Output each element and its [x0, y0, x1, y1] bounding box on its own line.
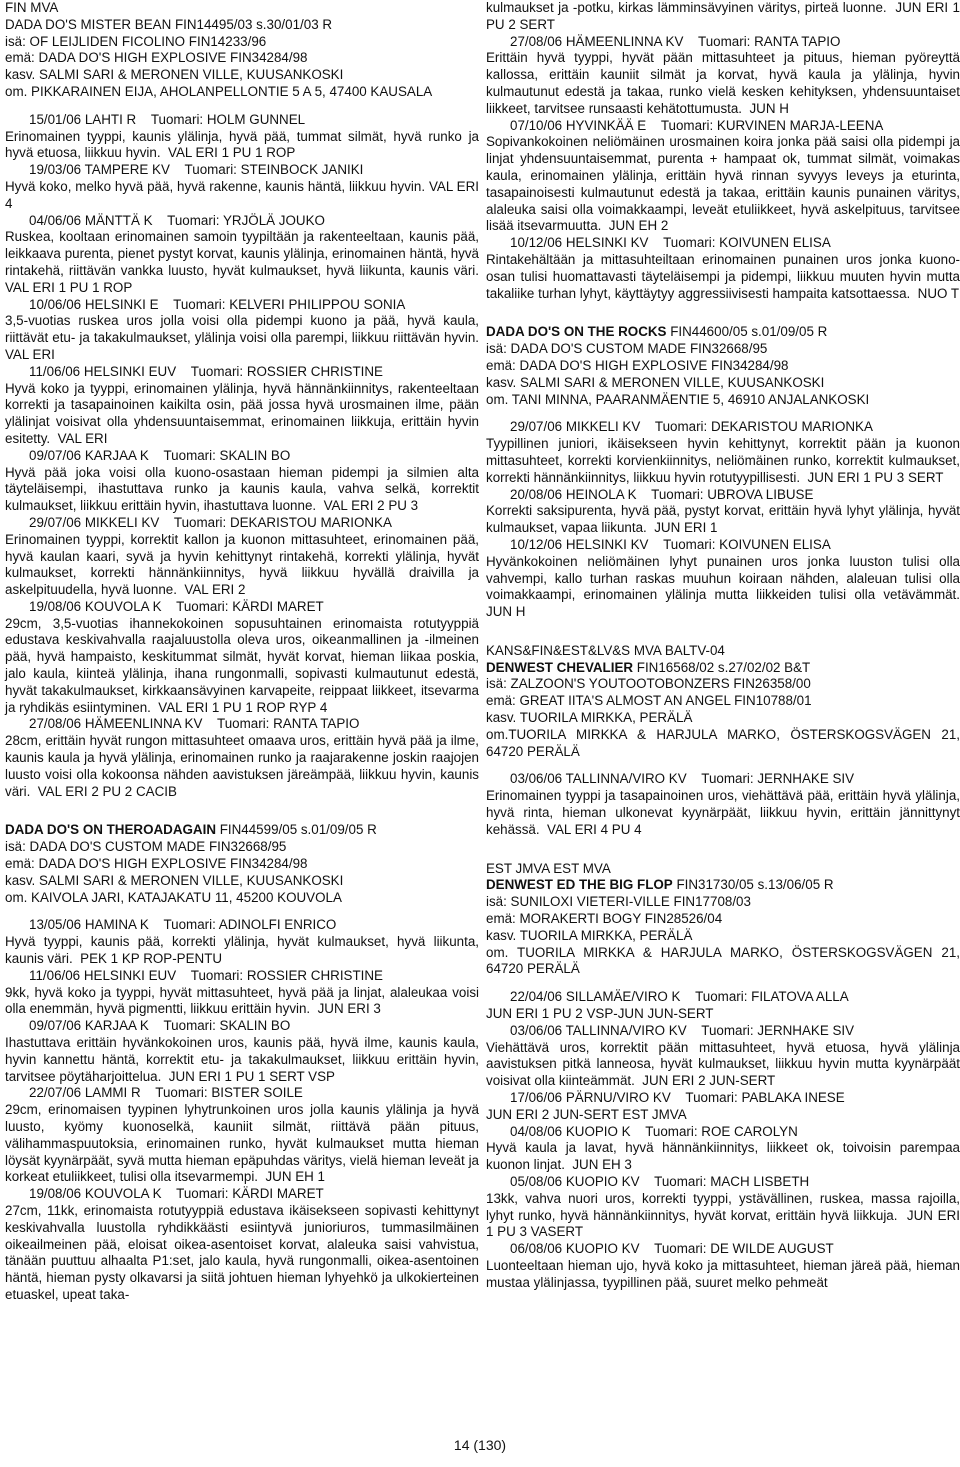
- show-result-heading: 09/07/06 KARJAA K Tuomari: SKALIN BO: [29, 447, 291, 463]
- text-line: Erinomainen tyyppi, kaunis ylälinja, hyvä pää, tummat silmät, hyvä runko ja hyvä etuosa, liikkuu hyvin. VAL ERI 1 PU 1 ROP: [5, 128, 483, 161]
- text-line: Hyvä tyyppi, kaunis pää, korrekti ylälinja, hyvät kulmaukset, hyvä liikunta, kaunis väri. PEK 1 KP ROP-PENTU: [5, 934, 483, 967]
- text-line: kasv. SALMI SARI & MERONEN VILLE, KUUSANKOSKI: [5, 872, 344, 888]
- show-result-heading: 10/12/06 HELSINKI KV Tuomari: KOIVUNEN ELISA: [510, 235, 831, 251]
- text-line: kasv. TUORILA MIRKKA, PERÄLÄ: [486, 927, 693, 943]
- text-line: om.TUORILA MIRKKA & HARJULA MARKO, ÖSTERSKOGSVÄGEN 21, 64720 PERÄLÄ: [486, 726, 960, 759]
- text-line: Erittäin hyvä tyyppi, hyvät pään mittasuhteet ja pituus, hieman pyöreyttä kallossa, erittäin kauniit silmät ja korvat, hyvä kaula ja ylälinja, hyvin kulmautunut edestä ja takaa, runko vielä kesken kehityksen, yhdensuuntaiset liikkeet, tarvitsee runsaasti kehätottumusta. JUN H: [486, 50, 960, 116]
- show-result-heading: 22/07/06 LAMMI R Tuomari: BISTER SOILE: [29, 1085, 303, 1101]
- spacer: [486, 760, 960, 771]
- text-line: isä: DADA DO'S CUSTOM MADE FIN32668/95: [486, 341, 768, 357]
- show-result-heading: 27/08/06 HÄMEENLINNA KV Tuomari: RANTA TAPIO: [510, 33, 841, 49]
- show-result-heading: 03/06/06 TALLINNA/VIRO KV Tuomari: JERNHAKE SIV: [510, 771, 855, 787]
- dog-name-heading: [486, 877, 960, 894]
- dog-name: DENWEST CHEVALIER: [486, 659, 634, 675]
- show-result-heading: 20/08/06 HEINOLA K Tuomari: UBROVA LIBUSE: [510, 486, 814, 502]
- show-result-heading: 22/04/06 SILLAMÄE/VIRO K Tuomari: FILATOVA ALLA: [510, 989, 849, 1005]
- spacer: [486, 978, 960, 989]
- show-result-heading: 10/12/06 HELSINKI KV Tuomari: KOIVUNEN ELISA: [510, 536, 831, 552]
- show-result-heading: 29/07/06 MIKKELI KV Tuomari: DEKARISTOU MARIONKA: [510, 419, 873, 435]
- spacer: [486, 839, 960, 861]
- show-result-heading: 19/08/06 KOUVOLA K Tuomari: KÄRDI MARET: [29, 598, 324, 614]
- page-number: 14 (130): [453, 1437, 507, 1453]
- registration-info: FIN44599/05 s.01/09/05 R: [216, 822, 377, 838]
- show-result-heading: 15/01/06 LAHTI R Tuomari: HOLM GUNNEL: [29, 111, 306, 127]
- text-line: kasv. SALMI SARI & MERONEN VILLE, KUUSANKOSKI: [5, 67, 344, 83]
- text-line: 27cm, 11kk, erinomaista rotutyyppiä edustava ikäisekseen sopivasti kehittynyt keskivahvalla luustolla ryhdikkäästi esiintyvä junioriuros, tummasilmäinen oikeailmeinen pää, eloisat oikea-asentoiset korvat, alaleuka saisi vahvistua, tänään puuttuu alhaalta P1:set, jalo kaula, hyvä rungonmalli, oikea-asentoinen häntä, hieman pysty olkavarsi ja siitä johtuen hieman lyhyehkö ja ulkokierteinen etuaskel, upeat taka-: [5, 1202, 483, 1302]
- text-line: Rintakehältään ja mittasuhteiltaan erinomainen punainen uros jonka kuono-osan tulisi huomattavasti täyteläisempi ja pidempi, liikkuu muuten hyvin mutta takaliike turhan lyhyt, käyttäytyy aggressiivisesti hampaita katsottaessa. NUO T: [486, 251, 960, 301]
- spacer: [486, 302, 960, 324]
- show-result-heading: 19/08/06 KOUVOLA K Tuomari: KÄRDI MARET: [29, 1186, 324, 1202]
- registration-info: FIN31730/05 s.13/06/05 R: [672, 877, 834, 893]
- text-line: Sopivankokoinen neliömäinen urosmainen koira jonka pää saisi olla pidempi ja linjat yhdensuuntaisemmat, purenta + hampaat ok, tummat silmät, voimakas kaula, erinomainen ylälinja, erittäin hyvä rinnan syvyys leveys ja eturinta, tasapainoisesti kulmautunut edestä ja takaa, erittäin kaunis punainen väritys, alaleuka saisi olla voimakkaampi, leveät etuliikkeet, hyvä askelpituus, tarvitsee lisää itsevarmuutta. JUN EH 2: [486, 134, 960, 234]
- show-result-heading: 11/06/06 HELSINKI EUV Tuomari: ROSSIER CHRISTINE: [29, 363, 383, 379]
- show-result-heading: 13/05/06 HAMINA K Tuomari: ADINOLFI ENRICO: [29, 917, 337, 933]
- show-result-heading: 06/08/06 KUOPIO KV Tuomari: DE WILDE AUGUST: [510, 1241, 834, 1257]
- spacer: [486, 408, 960, 419]
- show-result-heading: 27/08/06 HÄMEENLINNA KV Tuomari: RANTA TAPIO: [29, 716, 360, 732]
- show-result-heading: 03/06/06 TALLINNA/VIRO KV Tuomari: JERNHAKE SIV: [510, 1022, 855, 1038]
- text-line: Hyvä koko ja tyyppi, erinomainen ylälinja, hyvä hännänkiinnitys, rakenteeltaan korrekti ja tasapainoinen kaikilta osin, pää jossa hyvä urosmainen ilme, pään ylälinjat voisivat olla yhdensuuntaisemmat, erinomainen liikkuja, erittäin hyvin esitetty. VAL ERI: [5, 380, 483, 446]
- text-line: FIN MVA: [5, 0, 59, 15]
- text-line: KANS&FIN&EST&LV&S MVA BALTV-04: [486, 642, 725, 658]
- text-line: om. PIKKARAINEN EIJA, AHOLANPELLONTIE 5 A 5, 47400 KAUSALA: [5, 83, 433, 99]
- text-line: kasv. SALMI SARI & MERONEN VILLE, KUUSANKOSKI: [486, 374, 825, 390]
- dog-name: DADA DO'S ON THE ROCKS: [486, 324, 667, 340]
- text-line: Ihastuttava erittäin hyvänkokoinen uros, kaunis pää, hyvä ilme, kaunis kaula, hyvin kannettu häntä, korrektit etu- ja takakulmaukset, liikkuu erittäin hyvin, tarvitsee pöytäharjoittelua. JUN ERI 1 PU 1 SERT VSP: [5, 1035, 483, 1084]
- text-line: 29cm, erinomaisen tyypinen lyhytrunkoinen uros jolla kaunis ylälinja ja hyvä luusto, kyömy kuonoselkä, kauniit silmät, riittävä pään pituus, välihammaspuutoksia, erinomainen runko, hyvät kulmaukset mutta hieman löysät kyynärpäät, syvä mutta hieman epäpuhdas väritys, vielä hieman leveät ja korkeat etuliikkeet, tulisi olla itsevarmempi. JUN EH 1: [5, 1102, 483, 1185]
- text-line: emä: GREAT IITA'S ALMOST AN ANGEL FIN10788/01: [486, 693, 812, 709]
- text-line: Tyypillinen juniori, ikäisekseen hyvin kehittynyt, korrektit pään ja kuonon mittasuhteet, korrekti korvienkiinnitys, neliömäinen runko, korrektit kulmaukset, korrekti hännänkiinnitys, liikkuu hyvin rotutyypillisesti. JUN ERI 1 PU 3 SERT: [486, 436, 960, 485]
- text-line: isä: SUNILOXI VIETERI-VILLE FIN17708/03: [486, 894, 751, 910]
- text-line: Hyvä koko, melko hyvä pää, hyvä rakenne, kaunis häntä, liikkuu hyvin. VAL ERI 4: [5, 178, 483, 211]
- show-result-heading: 05/08/06 KUOPIO KV Tuomari: MACH LISBETH: [510, 1174, 810, 1189]
- text-line: DADA DO'S MISTER BEAN FIN14495/03 s.30/01/03 R: [5, 16, 333, 32]
- text-line: EST JMVA EST MVA: [486, 860, 611, 876]
- dog-name: DADA DO'S ON THEROADAGAIN: [5, 822, 216, 838]
- text-line: om. TANI MINNA, PAARANMÄENTIE 5, 46910 ANJALANKOSKI: [486, 391, 870, 407]
- text-line: isä: ZALZOON'S YOUTOOTOBONZERS FIN26358/00: [486, 676, 811, 692]
- text-line: Erinomainen tyyppi, korrektit kallon ja kuonon mittasuhteet, erinomainen pää, hyvä kaulan kaari, syvä ja hyvin kehittynyt rintakehä, korrekti ylälinja, hyvät kulmaukset, korrekti hännänkiinnitys, hyvä liikkuu hyvällä draivilla ja askelpituudella, hyvä luonne. VAL ERI 2: [5, 531, 483, 598]
- text-line: Viehättävä uros, korrektit pään mittasuhteet, hyvä etuosa, hyvä ylälinja aavistuksen pitkä lanneosa, hyvät kulmaukset, liikkuu hyvin mutta kyynärpäät voisivat olla kiinteämmät. JUN ERI 2 JUN-SERT: [486, 1039, 960, 1089]
- text-line: JUN ERI 2 JUN-SERT EST JMVA: [486, 1106, 687, 1122]
- dog-name-heading: [5, 822, 479, 839]
- show-result-heading: 04/06/06 MÄNTTÄ K Tuomari: YRJÖLÄ JOUKO: [29, 212, 325, 228]
- spacer: [486, 621, 960, 643]
- registration-info: FIN44600/05 s.01/09/05 R: [666, 324, 828, 340]
- show-result-heading: 29/07/06 MIKKELI KV Tuomari: DEKARISTOU MARIONKA: [29, 514, 392, 530]
- show-result-heading: 11/06/06 HELSINKI EUV Tuomari: ROSSIER CHRISTINE: [29, 967, 383, 983]
- text-line: Luonteeltaan hieman ujo, hyvä koko ja mittasuhteet, hieman järeä pää, hieman mustaa ylälinjassa, tyypillinen pää, suuret melko pehmeät: [486, 1257, 960, 1290]
- text-line: emä: DADA DO'S HIGH EXPLOSIVE FIN34284/98: [5, 856, 308, 872]
- registration-info: FIN16568/02 s.27/02/02 B&T: [633, 659, 811, 675]
- text-line: kasv. TUORILA MIRKKA, PERÄLÄ: [486, 710, 693, 726]
- show-result-heading: 17/06/06 PÄRNU/VIRO KV Tuomari: PABLAKA INESE: [510, 1090, 845, 1106]
- text-line: kulmaukset ja -potku, kirkas lämminsävyinen väritys, pirteä luonne. JUN ERI 1 PU 2 SERT: [486, 0, 960, 32]
- dog-name-heading: [486, 660, 960, 677]
- spacer: [5, 906, 479, 917]
- show-result-heading: 19/03/06 TAMPERE KV Tuomari: STEINBOCK JANIKI: [29, 162, 364, 178]
- text-line: Hyvänkokoinen neliömäinen lyhyt punainen uros jonka luuston tulisi olla vahvempi, kallo turhan raskas muuhun koiraan nähden, alaleuan tulisi olla voimakkaampi, erinomainen ylälinja mutta liikkeiden tulisi olla vetävämmät. JUN H: [486, 553, 960, 620]
- show-result-heading: 10/06/06 HELSINKI E Tuomari: KELVERI PHILIPPOU SONIA: [29, 296, 406, 312]
- text-line: om. TUORILA MIRKKA & HARJULA MARKO, ÖSTERSKOGSVÄGEN 21, 64720 PERÄLÄ: [486, 944, 960, 977]
- text-line: Hyvä pää joka voisi olla kuono-osastaan hieman pidempi ja silmien alta täyteläisempi, ihastuttava runko ja kaunis kaula, vahva selkä, korrektit kulmaukset, liikkuu erittäin hyvin, ihastuttava luonne. VAL ERI 2 PU 3: [5, 464, 483, 514]
- right-column: [486, 0, 960, 1292]
- dog-name: DENWEST ED THE BIG FLOP: [486, 877, 673, 893]
- text-line: 3,5-vuotias ruskea uros jolla voisi olla pidempi kuono ja pää, hyvä kaula, riittävät etu- ja takakulmaukset, ylälinja voisi olla parempi, liikkuu riittävän hyvin. VAL ERI: [5, 313, 487, 362]
- text-line: 29cm, 3,5-vuotias ihannekokoinen sopusuhtainen erinomaista rotutyyppiä edustava keskivahvalla raajaluustolla oleva uros, oikeanmallinen ja -ilmeinen pää, hyvä hampaisto, keskitummat silmät, hyvät korvat, hieman liikaa poskia, jalo kaula, kiinteä ylälinja, ihana rungonmalli, sopivasti kulmautunut edestä, hyvät takakulmaukset, kirkkaansävyinen karvapeite, reippaat liikkeet, itsevarma ja ryhdikäs esiintyminen. VAL ERI 1 PU 1 ROP RYP 4: [5, 615, 483, 715]
- show-result-heading: 09/07/06 KARJAA K Tuomari: SKALIN BO: [29, 1018, 291, 1034]
- text-line: Korrekti saksipurenta, hyvä pää, pystyt korvat, erittäin hyvä lyhyt ylälinja, hyvät kulmaukset, vapaa liikunta. JUN ERI 1: [486, 503, 960, 536]
- spacer: [5, 101, 479, 112]
- text-line: emä: DADA DO'S HIGH EXPLOSIVE FIN34284/98: [5, 50, 308, 66]
- text-line: om. KAIVOLA JARI, KATAJAKATU 11, 45200 KOUVOLA: [5, 889, 342, 905]
- show-result-heading: 04/08/06 KUOPIO K Tuomari: ROE CAROLYN: [510, 1123, 798, 1139]
- dog-name-heading: [486, 324, 960, 341]
- show-result-heading: 07/10/06 HYVINKÄÄ E Tuomari: KURVINEN MARJA-LEENA: [510, 117, 884, 133]
- text-line: Hyvä kaula ja lavat, hyvä hännänkiinnitys, liikkeet ok, toivoisin parempaa kuonon linjat. JUN EH 3: [486, 1140, 960, 1173]
- text-line: isä: DADA DO'S CUSTOM MADE FIN32668/95: [5, 839, 287, 855]
- text-line: emä: DADA DO'S HIGH EXPLOSIVE FIN34284/98: [486, 357, 789, 373]
- text-line: 28cm, erittäin hyvät rungon mittasuhteet omaava uros, erittäin hyvä pää ja ilme, kaunis kaula ja hyvä ylälinja, erinomainen runko ja raajarakenne joskin raajojen luusto voisi olla kokoonsa nähden aavistuksen järeämpää, liikkuu hyvin, kaunis väri. VAL ERI 2 PU 2 CACIB: [5, 733, 483, 799]
- text-line: Ruskea, kooltaan erinomainen samoin tyypiltään ja rakenteeltaan, kaunis pää, leikkaava purenta, pienet pystyt korvat, kaunis ylälinja, erinomainen häntä, hyvä rintakehä, riittävän vankka luusto, hyvät kulmaukset, hyvä liikunta, kaunis väri. VAL ERI 1 PU 1 ROP: [5, 229, 487, 295]
- text-line: 13kk, vahva nuori uros, korrekti tyyppi, ystävällinen, ruskea, massa rajoilla, lyhyt runko, hyvä hännänkiinnitys, hyvät korvat, erittäin hyvä liikkuja. JUN ERI 1 PU 3 VASERT: [486, 1190, 960, 1240]
- text-line: isä: OF LEIJLIDEN FICOLINO FIN14233/96: [5, 33, 267, 49]
- left-column: [5, 0, 487, 1304]
- text-line: JUN ERI 1 PU 2 VSP-JUN JUN-SERT: [486, 1006, 714, 1022]
- text-line: emä: MORAKERTI BOGY FIN28526/04: [486, 911, 723, 927]
- spacer: [5, 800, 479, 822]
- text-line: Erinomainen tyyppi ja tasapainoinen uros, viehättävä pää, erittäin hyvä ylälinja, hyvä rinta, hieman ulkonevat kyynärpäät, liikkuu hyvin, erittäin jännittynyt kehässä. VAL ERI 4 PU 4: [486, 788, 960, 837]
- text-line: 9kk, hyvä koko ja tyyppi, hyvät mittasuhteet, hyvä pää ja linjat, alaleukaa voisi olla enemmän, hyvä pigmentti, liikkuu erittäin hyvin. JUN ERI 3: [5, 984, 483, 1017]
